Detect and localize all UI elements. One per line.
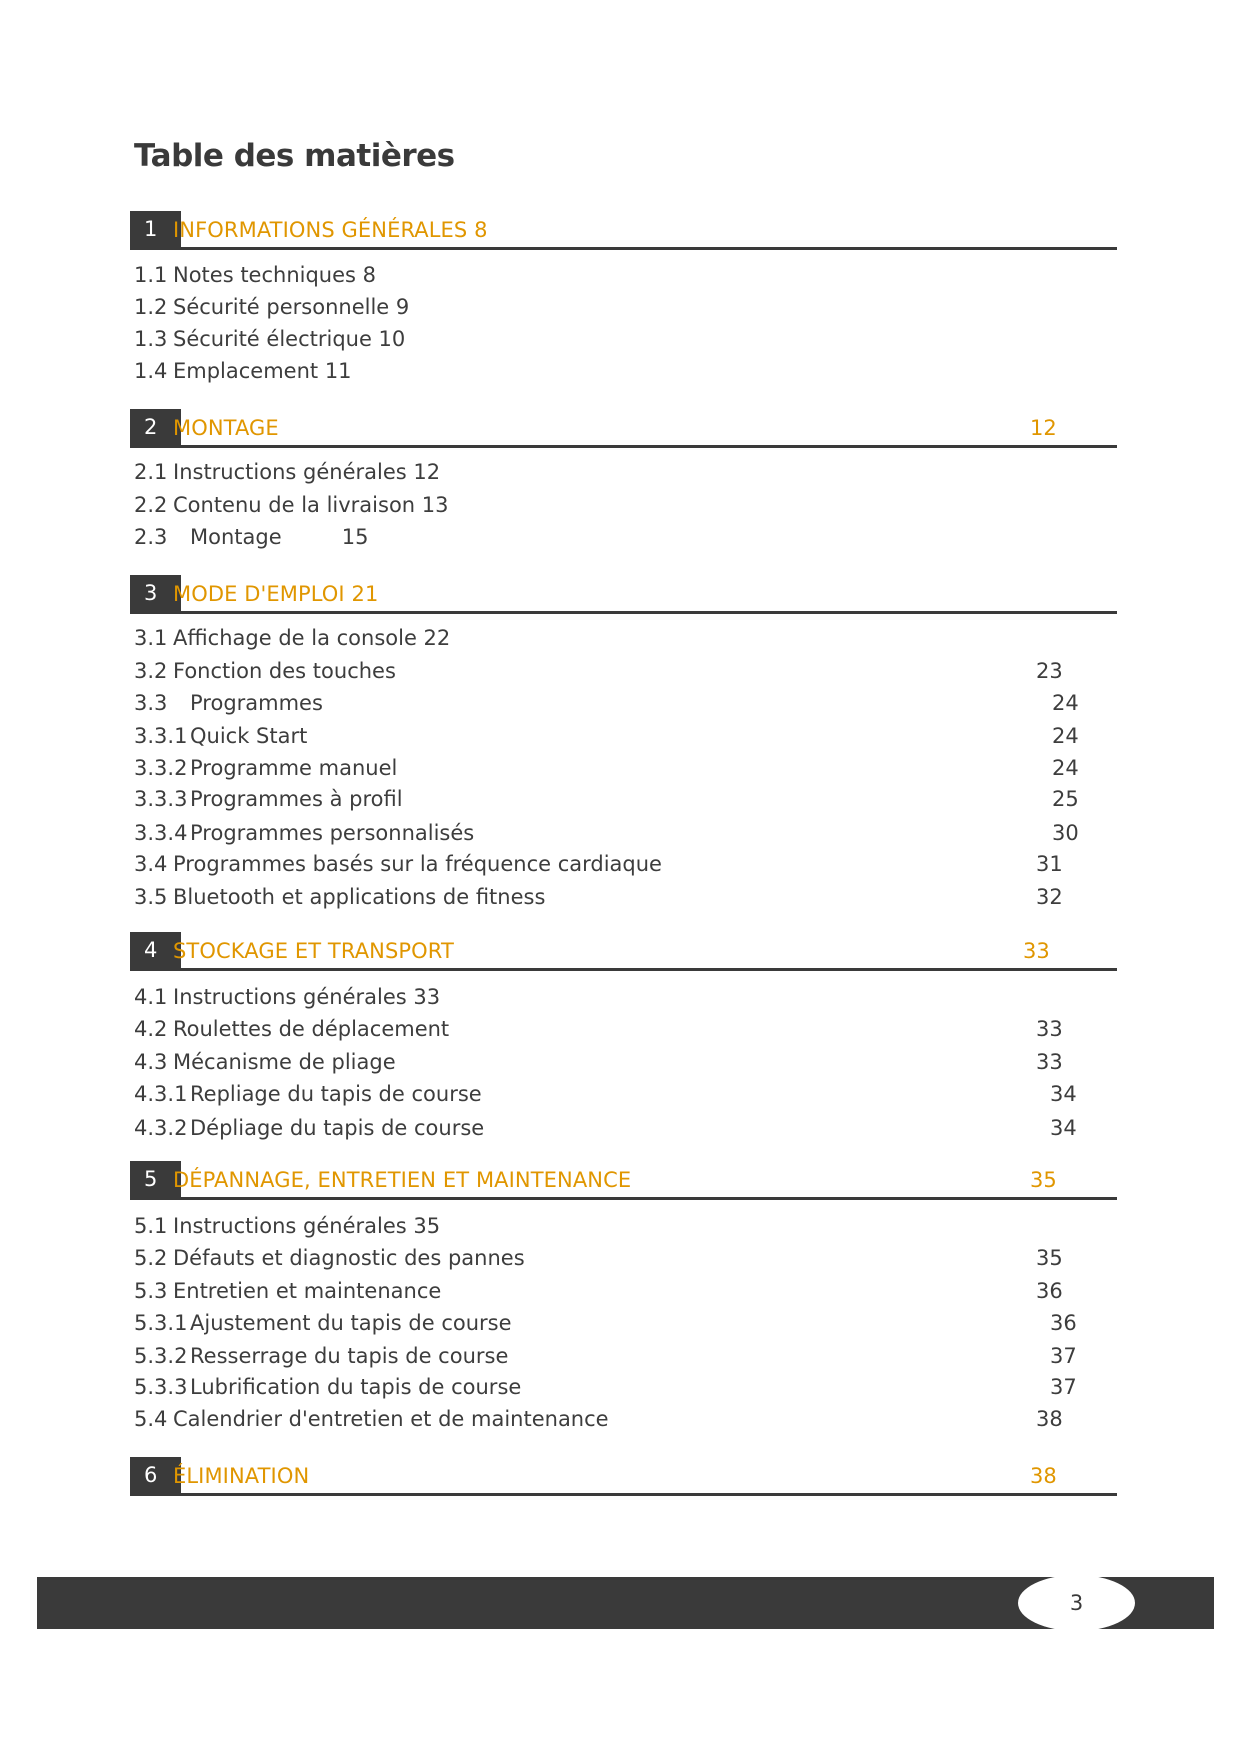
entry-label: Sécurité électrique 10	[173, 327, 406, 351]
section-header-2[interactable]	[130, 409, 1117, 448]
entry-number: 3.3.2	[134, 756, 188, 780]
toc-entry-1-1[interactable]	[134, 259, 376, 291]
toc-entry-2-1[interactable]	[134, 456, 440, 488]
entry-number: 5.1	[134, 1214, 168, 1238]
entry-page: 37	[1050, 1375, 1077, 1399]
section-page: 12	[1030, 416, 1057, 440]
entry-number: 3.5	[134, 885, 168, 909]
toc-entry-3-3-4[interactable]	[134, 817, 474, 849]
entry-page: 34	[1050, 1082, 1077, 1106]
toc-entry-3-5[interactable]	[134, 881, 545, 913]
toc-entry-5-3[interactable]	[134, 1275, 441, 1307]
entry-page: 36	[1036, 1279, 1063, 1303]
toc-entry-5-1[interactable]	[134, 1210, 440, 1242]
entry-label: Ajustement du tapis de course	[190, 1311, 512, 1335]
entry-number: 2.2	[134, 493, 168, 517]
entry-page: 36	[1050, 1311, 1077, 1335]
entry-page: 33	[1036, 1017, 1063, 1041]
entry-number: 1.4	[134, 359, 168, 383]
toc-entry-3-1[interactable]	[134, 622, 450, 654]
entry-label: Quick Start	[190, 724, 308, 748]
section-header-1[interactable]	[130, 211, 1117, 250]
section-header-6[interactable]	[130, 1457, 1117, 1496]
section-header-3[interactable]	[130, 575, 1117, 614]
entry-label: Sécurité personnelle 9	[173, 295, 410, 319]
entry-number: 4.1	[134, 985, 168, 1009]
entry-label: Bluetooth et applications de fitness	[173, 885, 546, 909]
entry-label: Programme manuel	[190, 756, 398, 780]
entry-label: Lubrification du tapis de course	[190, 1375, 522, 1399]
entry-number: 3.1	[134, 626, 168, 650]
entry-label: Dépliage du tapis de course	[190, 1116, 485, 1140]
entry-label: Calendrier d'entretien et de maintenance	[173, 1407, 609, 1431]
entry-label: Montage 15	[190, 525, 369, 549]
toc-entry-5-2[interactable]	[134, 1242, 525, 1274]
entry-page: 24	[1052, 724, 1079, 748]
toc-entry-2-2[interactable]	[134, 489, 449, 521]
entry-number: 5.3	[134, 1279, 168, 1303]
section-title: ÉLIMINATION	[173, 1464, 310, 1488]
entry-label: Entretien et maintenance	[173, 1279, 442, 1303]
toc-entry-3-3[interactable]	[134, 687, 323, 719]
entry-page: 24	[1052, 756, 1079, 780]
entry-page: 30	[1052, 821, 1079, 845]
entry-number: 3.3.3	[134, 787, 188, 811]
toc-entry-5-3-3[interactable]	[134, 1371, 521, 1403]
toc-entry-3-3-2[interactable]	[134, 752, 397, 784]
section-title: INFORMATIONS GÉNÉRALES 8	[173, 218, 488, 242]
toc-entry-3-3-3[interactable]	[134, 783, 403, 815]
entry-label: Instructions générales 12	[173, 460, 441, 484]
entry-label: Roulettes de déplacement	[173, 1017, 450, 1041]
entry-number: 5.3.1	[134, 1311, 188, 1335]
entry-number: 3.3.1	[134, 724, 188, 748]
toc-entry-1-2[interactable]	[134, 291, 409, 323]
section-page: 38	[1030, 1464, 1057, 1488]
entry-label: Notes techniques 8	[173, 263, 377, 287]
toc-entry-1-3[interactable]	[134, 323, 405, 355]
toc-entry-4-3-2[interactable]	[134, 1112, 484, 1144]
section-number: 2	[130, 409, 181, 445]
section-number: 6	[130, 1457, 181, 1493]
page-title: Table des matières	[134, 138, 455, 174]
entry-label: Défauts et diagnostic des pannes	[173, 1246, 525, 1270]
section-number: 3	[130, 575, 181, 611]
section-page: 35	[1030, 1168, 1057, 1192]
entry-page: 33	[1036, 1050, 1063, 1074]
entry-number: 5.4	[134, 1407, 168, 1431]
section-header-5[interactable]	[130, 1161, 1117, 1200]
entry-label: Emplacement 11	[173, 359, 352, 383]
toc-entry-4-3-1[interactable]	[134, 1078, 482, 1110]
toc-entry-5-3-2[interactable]	[134, 1340, 508, 1372]
entry-label: Instructions générales 33	[173, 985, 441, 1009]
toc-entry-2-3[interactable]	[134, 521, 368, 553]
entry-label: Repliage du tapis de course	[190, 1082, 482, 1106]
section-title: MONTAGE	[173, 416, 279, 440]
toc-entry-5-3-1[interactable]	[134, 1307, 512, 1339]
section-number: 4	[130, 932, 181, 968]
entry-label: Mécanisme de pliage	[173, 1050, 396, 1074]
entry-number: 5.2	[134, 1246, 168, 1270]
section-title: MODE D'EMPLOI 21	[173, 582, 379, 606]
entry-label: Instructions générales 35	[173, 1214, 441, 1238]
toc-entry-3-3-1[interactable]	[134, 720, 307, 752]
section-number: 1	[130, 211, 181, 247]
entry-page: 34	[1050, 1116, 1077, 1140]
entry-page: 35	[1036, 1246, 1063, 1270]
entry-number: 4.3	[134, 1050, 168, 1074]
toc-entry-4-1[interactable]	[134, 981, 440, 1013]
section-title: STOCKAGE ET TRANSPORT	[173, 939, 454, 963]
entry-number: 5.3.2	[134, 1344, 188, 1368]
entry-page: 32	[1036, 885, 1063, 909]
entry-number: 4.2	[134, 1017, 168, 1041]
toc-entry-1-4[interactable]	[134, 355, 352, 387]
entry-page: 37	[1050, 1344, 1077, 1368]
entry-number: 2.3	[134, 525, 168, 549]
entry-label: Affichage de la console 22	[173, 626, 451, 650]
entry-number: 1.3	[134, 327, 168, 351]
entry-page: 24	[1052, 691, 1079, 715]
toc-entry-4-2[interactable]	[134, 1013, 449, 1045]
entry-page: 31	[1036, 852, 1063, 876]
entry-label: Fonction des touches	[173, 659, 396, 683]
toc-entry-3-2[interactable]	[134, 655, 396, 687]
entry-label: Resserrage du tapis de course	[190, 1344, 509, 1368]
entry-number: 3.3.4	[134, 821, 188, 845]
entry-number: 1.2	[134, 295, 168, 319]
entry-label: Contenu de la livraison 13	[173, 493, 449, 517]
section-page: 33	[1023, 939, 1050, 963]
entry-number: 2.1	[134, 460, 168, 484]
entry-number: 5.3.3	[134, 1375, 188, 1399]
section-title: DÉPANNAGE, ENTRETIEN ET MAINTENANCE	[173, 1168, 632, 1192]
entry-number: 1.1	[134, 263, 168, 287]
section-number: 5	[130, 1161, 181, 1197]
toc-entry-5-4[interactable]	[134, 1403, 609, 1435]
entry-label: Programmes personnalisés	[190, 821, 475, 845]
entry-label: Programmes à profil	[190, 787, 403, 811]
entry-page: 23	[1036, 659, 1063, 683]
entry-number: 4.3.1	[134, 1082, 188, 1106]
entry-label: Programmes	[190, 691, 323, 715]
entry-page: 25	[1052, 787, 1079, 811]
entry-label: Programmes basés sur la fréquence cardiaque	[173, 852, 662, 876]
entry-page: 38	[1036, 1407, 1063, 1431]
entry-number: 3.3	[134, 691, 168, 715]
page-number: 3	[1069, 1591, 1084, 1615]
entry-number: 3.4	[134, 852, 168, 876]
entry-number: 4.3.2	[134, 1116, 188, 1140]
toc-entry-3-4[interactable]	[134, 848, 662, 880]
entry-number: 3.2	[134, 659, 168, 683]
toc-entry-4-3[interactable]	[134, 1046, 396, 1078]
section-header-4[interactable]	[130, 932, 1117, 971]
